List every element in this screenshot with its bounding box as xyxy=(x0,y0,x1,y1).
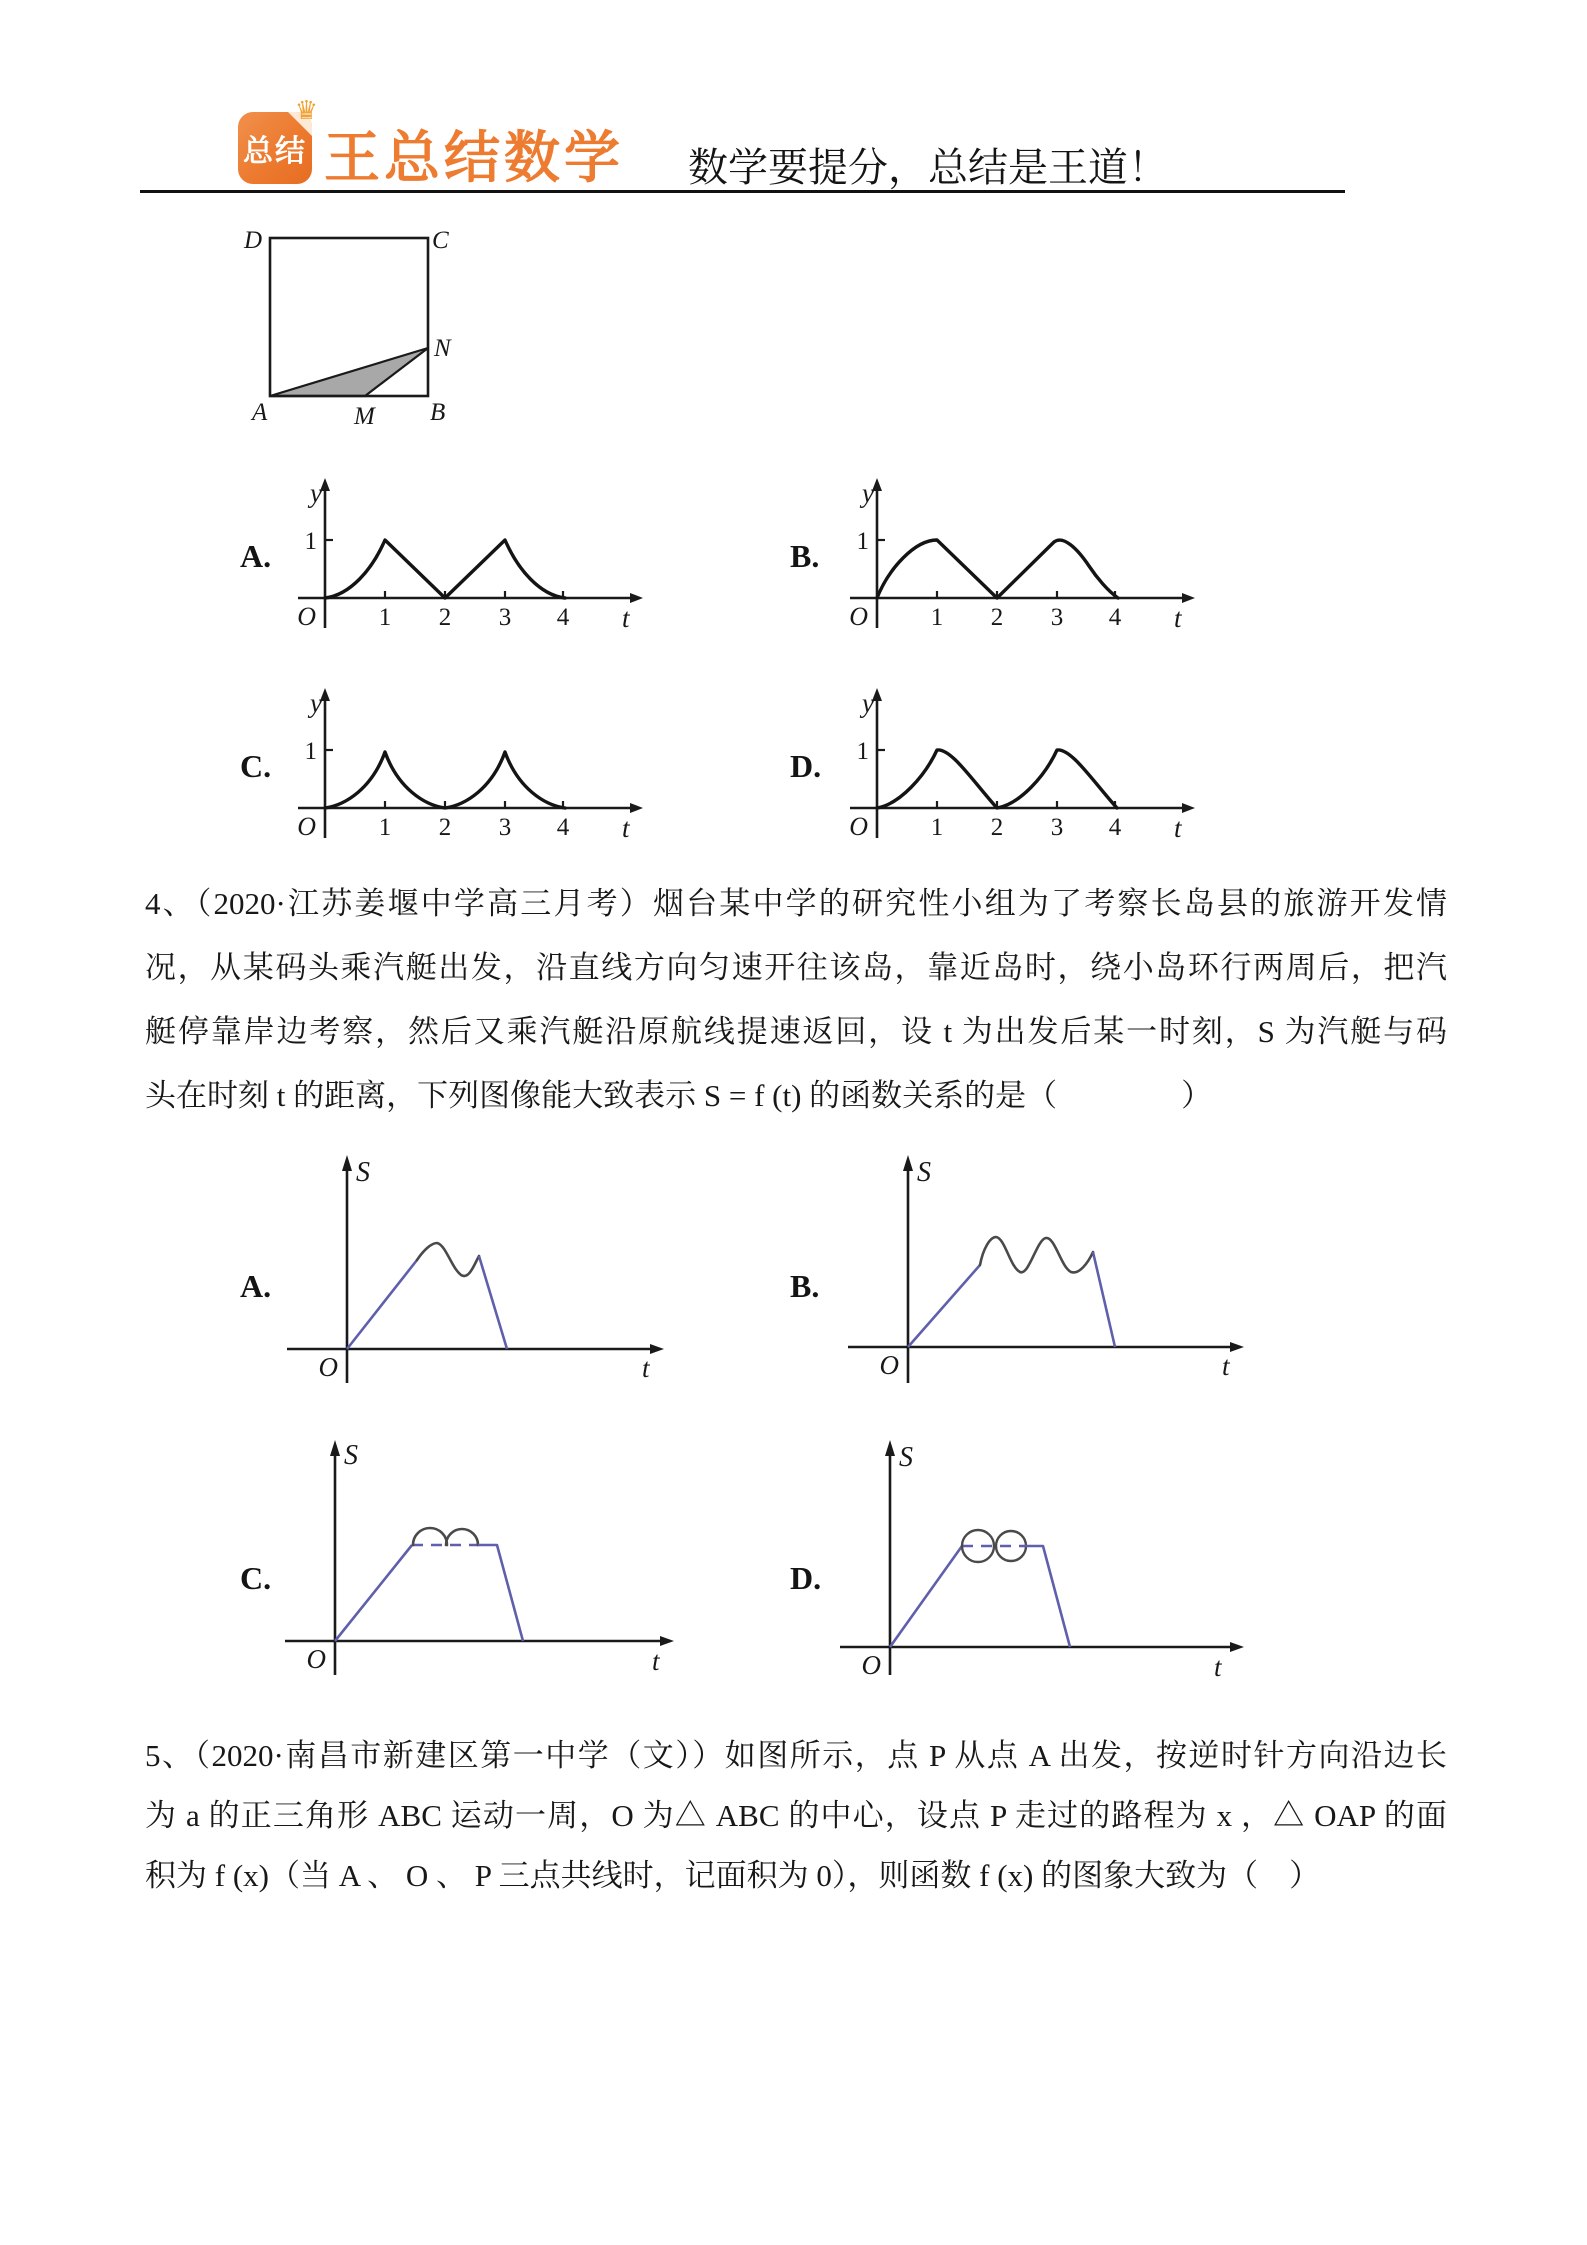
vertex-label-B: B xyxy=(430,399,446,426)
x-tick-3: 3 xyxy=(1050,604,1064,631)
curve-rise-segment xyxy=(347,1260,417,1349)
q5-line-1: 5、（2020·南昌市新建区第一中学（文））如图所示，点 P 从点 A 出发，按逆时针方向沿边长 xyxy=(145,1738,1447,1773)
curve-rise-segment xyxy=(335,1545,412,1641)
curve-wavy-segment xyxy=(417,1243,479,1276)
curve-option-c xyxy=(325,752,565,808)
logo-badge-text: 总结 xyxy=(243,135,307,168)
y-tick-1: 1 xyxy=(856,528,869,555)
x-axis-label: t xyxy=(642,1353,650,1383)
x-tick-1: 1 xyxy=(378,814,392,841)
option-c-graph-set2 xyxy=(280,1440,690,1680)
option-label-c-set1: C. xyxy=(240,748,272,784)
origin-label: O xyxy=(861,1650,881,1680)
curve-fall-segment xyxy=(479,1256,507,1349)
x-tick-1: 1 xyxy=(378,604,392,631)
option-label-d-set2: D. xyxy=(790,1560,822,1596)
q4-line-4: 头在时刻 t 的距离，下列图像能大致表示 S = f (t) 的函数关系的是（ ） xyxy=(145,1078,1213,1113)
x-axis-label: t xyxy=(652,1646,660,1676)
brand-tagline: 数学要提分，总结是王道！ xyxy=(688,145,1168,190)
y-axis-label: S xyxy=(917,1157,931,1188)
option-a-graph-set2 xyxy=(280,1155,680,1390)
x-tick-2: 2 xyxy=(990,814,1004,841)
x-axis-arrow-icon xyxy=(630,803,643,813)
x-axis-label: t xyxy=(622,813,630,843)
y-axis-arrow-icon xyxy=(330,1440,340,1456)
x-tick-3: 3 xyxy=(498,814,512,841)
vertex-label-D: D xyxy=(244,227,263,254)
option-b-graph-set1 xyxy=(832,478,1202,638)
option-label-b-set2: B. xyxy=(790,1268,820,1304)
y-tick-1: 1 xyxy=(856,738,869,765)
shaded-triangle-AMN xyxy=(270,348,428,396)
option-label-b-set1: B. xyxy=(790,538,820,574)
vertex-label-A: A xyxy=(252,399,268,426)
x-axis-arrow-icon xyxy=(1182,803,1195,813)
x-axis-label: t xyxy=(1174,603,1182,633)
x-tick-1: 1 xyxy=(930,604,944,631)
x-axis-arrow-icon xyxy=(1230,1642,1244,1652)
q4-line-2: 况，从某码头乘汽艇出发，沿直线方向匀速开往该岛，靠近岛时，绕小岛环行两周后，把汽 xyxy=(145,950,1447,985)
option-label-c-set2: C. xyxy=(240,1560,272,1596)
x-tick-4: 4 xyxy=(556,814,570,841)
y-axis-arrow-icon xyxy=(903,1155,913,1171)
x-tick-1: 1 xyxy=(930,814,944,841)
y-axis-label: y xyxy=(862,478,874,508)
x-tick-3: 3 xyxy=(498,604,512,631)
y-axis-label: S xyxy=(899,1442,913,1473)
option-d-graph-set1 xyxy=(832,688,1202,848)
brand-logo xyxy=(238,96,318,184)
q4-line-1: 4、（2020·江苏姜堰中学高三月考）烟台某中学的研究性小组为了考察长岛县的旅游开发情 xyxy=(145,886,1447,921)
y-axis-label: y xyxy=(310,688,322,718)
y-axis-arrow-icon xyxy=(342,1155,352,1171)
curve-option-a xyxy=(325,540,565,598)
x-axis-arrow-icon xyxy=(630,593,643,603)
x-axis-arrow-icon xyxy=(650,1344,664,1354)
origin-label: O xyxy=(297,602,316,631)
y-tick-1: 1 xyxy=(304,528,317,555)
q4-line-3: 艇停靠岸边考察，然后又乘汽艇沿原航线提速返回，设 t 为出发后某一时刻，S 为汽艇与码 xyxy=(145,1014,1447,1049)
origin-label: O xyxy=(297,812,316,841)
curve-option-b xyxy=(877,540,1118,598)
q5-line-2: 为 a 的正三角形 ABC 运动一周，O 为△ ABC 的中心，设点 P 走过的路程为 x ，△ OAP 的面 xyxy=(145,1798,1447,1833)
curve-fall-segment xyxy=(478,1545,523,1641)
x-tick-4: 4 xyxy=(556,604,570,631)
option-d-graph-set2 xyxy=(840,1440,1260,1680)
y-axis-label: S xyxy=(356,1157,370,1188)
x-axis-arrow-icon xyxy=(660,1636,674,1646)
vertex-label-C: C xyxy=(432,227,449,254)
curve-fall-segment xyxy=(1023,1546,1070,1647)
x-axis-label: t xyxy=(1174,813,1182,843)
x-axis-label: t xyxy=(1222,1351,1230,1381)
crown-icon: ♛ xyxy=(294,96,318,126)
geometry-figure-square xyxy=(230,222,480,437)
vertex-label-N: N xyxy=(434,335,451,362)
curve-rise-segment xyxy=(908,1265,980,1347)
curve-fall-segment xyxy=(1093,1252,1115,1347)
option-b-graph-set2 xyxy=(840,1155,1260,1390)
loop-arcs xyxy=(413,1528,478,1545)
x-tick-4: 4 xyxy=(1108,814,1122,841)
origin-label: O xyxy=(879,1350,899,1380)
header-divider xyxy=(140,190,1345,193)
origin-label: O xyxy=(849,812,868,841)
y-axis-label: y xyxy=(310,478,322,508)
x-axis-arrow-icon xyxy=(1182,593,1195,603)
curve-wavy-segment xyxy=(980,1237,1093,1272)
origin-label: O xyxy=(318,1352,338,1382)
curve-option-d xyxy=(877,750,1117,808)
curve-rise-segment xyxy=(890,1546,962,1647)
brand-title: 王总结数学 xyxy=(324,126,624,189)
option-label-d-set1: D. xyxy=(790,748,822,784)
option-c-graph-set1 xyxy=(280,688,650,848)
origin-label: O xyxy=(849,602,868,631)
y-axis-label: y xyxy=(862,688,874,718)
option-label-a-set1: A. xyxy=(240,538,272,574)
x-axis-label: t xyxy=(622,603,630,633)
option-a-graph-set1 xyxy=(280,478,650,638)
x-axis-label: t xyxy=(1214,1652,1222,1682)
y-tick-1: 1 xyxy=(304,738,317,765)
y-axis-label: S xyxy=(344,1440,358,1471)
q5-line-3: 积为 f (x)（当 A 、 O 、 P 三点共线时，记面积为 0），则函数 f (x) 的图象大致为（ ） xyxy=(145,1858,1321,1893)
x-tick-2: 2 xyxy=(438,814,452,841)
y-axis-arrow-icon xyxy=(885,1440,895,1456)
x-axis-arrow-icon xyxy=(1230,1342,1244,1352)
origin-label: O xyxy=(306,1644,326,1674)
x-tick-3: 3 xyxy=(1050,814,1064,841)
vertex-label-M: M xyxy=(354,403,375,430)
x-tick-2: 2 xyxy=(438,604,452,631)
x-tick-2: 2 xyxy=(990,604,1004,631)
option-label-a-set2: A. xyxy=(240,1268,272,1304)
x-tick-4: 4 xyxy=(1108,604,1122,631)
